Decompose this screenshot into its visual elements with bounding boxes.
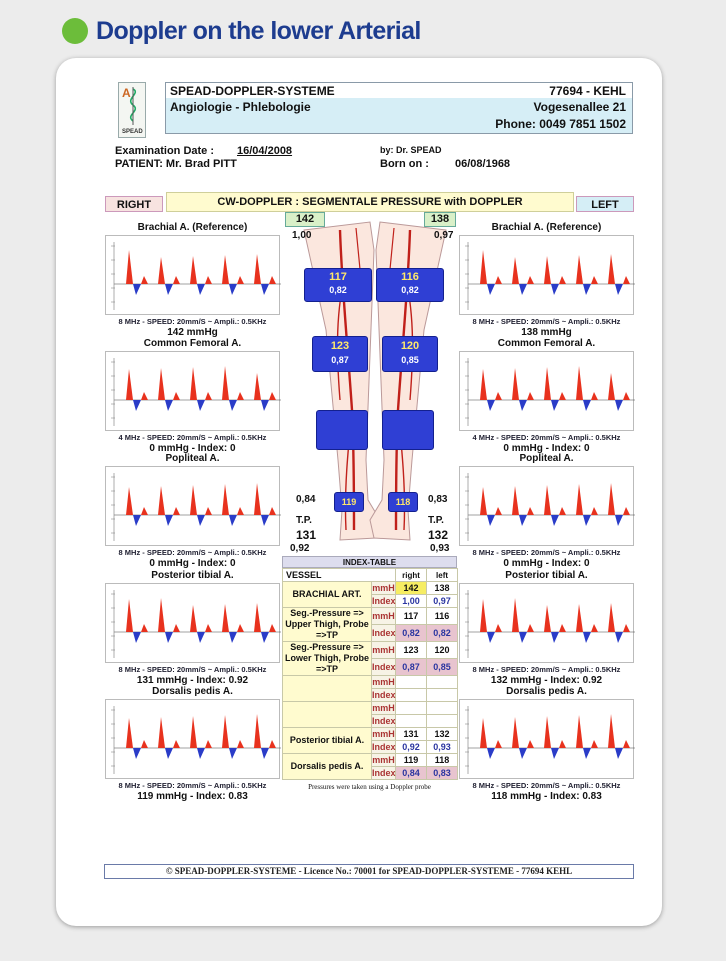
unit-mmh: mmH — [372, 642, 396, 659]
right-posterior-tibial-a-title: Posterior tibial A. — [151, 570, 234, 581]
unit-index: Index — [372, 595, 396, 606]
left-popliteal-a-result: 0 mmHg - Index: 0 — [503, 558, 590, 569]
unit-index: Index — [372, 659, 396, 676]
licence-footer: © SPEAD-DOPPLER-SYSTEME - Licence No.: 70001 for SPEAD-DOPPLER-SYSTEME - 77694 KEHL — [104, 864, 634, 879]
brachial-left-index: 0,97 — [434, 230, 454, 241]
tp-right-pressure: 131 — [296, 528, 317, 542]
right-side-label: RIGHT — [105, 196, 163, 212]
right-common-femoral-a-title: Common Femoral A. — [143, 338, 242, 349]
left-posterior-tibial-a-result: 132 mmHg - Index: 0.92 — [490, 675, 603, 686]
cell-empty — [427, 715, 458, 728]
svg-text:A: A — [122, 86, 131, 100]
unit-index: Index — [372, 767, 396, 778]
cell: 123 — [396, 642, 427, 659]
brachial-left-pressure: 138 — [424, 212, 456, 227]
right-brachial-a-reference-title: Brachial A. (Reference) — [137, 222, 248, 233]
exam-date-label: Examination Date : — [115, 145, 215, 157]
row-label-empty — [283, 676, 372, 702]
left-posterior-tibial-a-waveform — [459, 583, 634, 663]
cell: 0,97 — [427, 595, 458, 608]
cuff-upper-left-value: 116 — [401, 271, 419, 283]
table-row — [283, 676, 458, 689]
cell: 0,87 — [396, 659, 427, 676]
unit-mmh: mmH — [372, 754, 395, 765]
left-side-label: LEFT — [576, 196, 634, 212]
cuff-upper-right-value: 117 — [329, 271, 347, 283]
cuff-lower-right — [312, 336, 368, 372]
cell: 1,00 — [396, 595, 427, 608]
right-popliteal-a-result: 0 mmHg - Index: 0 — [149, 558, 236, 569]
right-dorsalis-pedis-a-caption: 8 MHz - SPEED: 20mm/S ~ Ampli.: 0.5KHz — [118, 781, 267, 790]
right-dorsalis-pedis-a-waveform — [105, 699, 280, 779]
left-popliteal-a-waveform — [459, 466, 634, 546]
cuff-upper-right-index: 0,82 — [329, 285, 347, 295]
tp-label-right: T.P. — [296, 515, 312, 526]
left-common-femoral-a-result: 0 mmHg - Index: 0 — [503, 443, 590, 454]
left-common-femoral-a-waveform — [459, 351, 634, 431]
unit-mmh: mmH — [372, 608, 396, 625]
right-common-femoral-a-waveform — [105, 351, 280, 431]
right-brachial-a-reference-result: 142 mmHg — [167, 327, 218, 338]
cuff-upper-right — [304, 268, 372, 302]
city: 77694 - KEHL — [549, 84, 626, 98]
table-row — [283, 582, 458, 595]
cuff-upper-left-index: 0,82 — [401, 285, 419, 295]
cell: 0,92 — [396, 741, 427, 754]
unit-index: Index — [372, 715, 396, 726]
cuff-ankle-right-value: 119 — [341, 497, 357, 507]
left-posterior-tibial-a-caption: 8 MHz - SPEED: 20mm/S ~ Ampli.: 0.5KHz — [472, 665, 621, 674]
left-brachial-a-reference-caption: 8 MHz - SPEED: 20mm/S ~ Ampli.: 0.5KHz — [472, 317, 621, 326]
cell: 119 — [396, 754, 427, 767]
dp-index-right: 0,84 — [296, 494, 316, 505]
table-row — [283, 754, 458, 767]
brachial-right-pressure: 142 — [285, 212, 325, 227]
left-common-femoral-a-title: Common Femoral A. — [497, 338, 596, 349]
cell: 0,82 — [396, 625, 427, 642]
left-dorsalis-pedis-a-title: Dorsalis pedis A. — [506, 686, 587, 697]
tp-left-pressure: 132 — [428, 528, 449, 542]
right-dorsalis-pedis-a-result: 119 mmHg - Index: 0.83 — [137, 791, 248, 802]
right-popliteal-a-caption: 8 MHz - SPEED: 20mm/S ~ Ampli.: 0.5KHz — [118, 548, 267, 557]
cell-empty — [427, 676, 458, 689]
left-brachial-a-reference-waveform — [459, 235, 634, 315]
cell-empty — [396, 676, 427, 689]
right-brachial-a-reference-caption: 8 MHz - SPEED: 20mm/S ~ Ampli.: 0.5KHz — [118, 317, 267, 326]
unit-mmh: mmH — [372, 702, 395, 713]
tp-left-index: 0,93 — [430, 543, 450, 554]
company-name: SPEAD-DOPPLER-SYSTEME — [170, 84, 335, 98]
table-row — [283, 608, 458, 625]
cell: 132 — [427, 728, 458, 741]
logo-text: SPEAD — [122, 129, 143, 135]
left-posterior-tibial-a-title: Posterior tibial A. — [505, 570, 588, 581]
cell: 117 — [396, 608, 427, 625]
cell: 0,82 — [427, 625, 458, 642]
tp-label-left: T.P. — [428, 515, 444, 526]
street: Vogesenallee 21 — [533, 100, 626, 114]
table-row — [283, 642, 458, 659]
unit-mmh: mmH — [372, 728, 395, 739]
left-popliteal-a-title: Popliteal A. — [519, 453, 574, 464]
cuff-lower-left-index: 0,85 — [401, 355, 419, 365]
row-label-empty — [283, 702, 372, 728]
page-title: Doppler on the lower Arterial — [96, 16, 421, 45]
dp-index-left: 0,83 — [428, 494, 448, 505]
table-header-row — [283, 569, 458, 582]
green-bullet-icon — [62, 18, 88, 44]
index-table-footnote: Pressures were taken using a Doppler probe — [308, 783, 431, 791]
cell: 138 — [427, 582, 458, 595]
unit-index: Index — [372, 625, 396, 642]
right-brachial-a-reference-waveform — [105, 235, 280, 315]
cell-empty — [396, 715, 427, 728]
doctor: by: Dr. SPEAD — [380, 145, 442, 155]
cuff-lower-left-value: 120 — [400, 340, 420, 352]
cell: 120 — [427, 642, 458, 659]
cuff-lower-right-value: 123 — [330, 340, 350, 352]
report-banner: CW-DOPPLER : SEGMENTALE PRESSURE with DOPPLER — [166, 192, 574, 212]
phone: Phone: 0049 7851 1502 — [495, 117, 626, 131]
cell-empty — [396, 702, 427, 715]
right-dorsalis-pedis-a-title: Dorsalis pedis A. — [152, 686, 233, 697]
legs-illustration — [296, 210, 454, 562]
left-brachial-a-reference-title: Brachial A. (Reference) — [491, 222, 602, 233]
cuff-ankle-left — [388, 492, 418, 512]
cuff-calf-left — [382, 410, 434, 450]
cuff-ankle-left-value: 118 — [395, 497, 411, 507]
cell-empty — [396, 689, 427, 702]
cell: 118 — [427, 754, 458, 767]
legs-diagram — [296, 210, 454, 562]
row-label: BRACHIAL ART. — [283, 582, 372, 608]
cell-empty — [427, 702, 458, 715]
row-label: Seg.-Pressure => Upper Thigh, Probe =>TP — [283, 608, 372, 642]
department: Angiologie - Phlebologie — [170, 100, 311, 114]
table-row — [283, 728, 458, 741]
tp-right-index: 0,92 — [290, 543, 310, 554]
left-common-femoral-a-caption: 4 MHz - SPEED: 20mm/S ~ Ampli.: 0.5KHz — [472, 433, 621, 442]
cell: 0,83 — [427, 767, 458, 780]
row-label: Seg.-Pressure => Lower Thigh, Probe =>TP — [283, 642, 372, 676]
cell-empty — [427, 689, 458, 702]
born-date: 06/08/1968 — [455, 158, 511, 170]
col-left: left — [427, 569, 458, 582]
cell: 0,84 — [396, 767, 427, 780]
unit-mmh: mmH — [372, 582, 395, 593]
index-table — [282, 556, 457, 791]
row-label: Dorsalis pedis A. — [283, 754, 372, 780]
cuff-upper-left — [376, 268, 444, 302]
page-heading — [62, 16, 421, 46]
right-common-femoral-a-result: 0 mmHg - Index: 0 — [149, 443, 236, 454]
left-popliteal-a-caption: 8 MHz - SPEED: 20mm/S ~ Ampli.: 0.5KHz — [472, 548, 621, 557]
right-common-femoral-a-caption: 4 MHz - SPEED: 20mm/S ~ Ampli.: 0.5KHz — [118, 433, 267, 442]
cuff-calf-right — [316, 410, 368, 450]
right-popliteal-a-title: Popliteal A. — [165, 453, 220, 464]
right-posterior-tibial-a-result: 131 mmHg - Index: 0.92 — [136, 675, 249, 686]
unit-mmh: mmH — [372, 676, 395, 687]
cell: 131 — [396, 728, 427, 741]
cell: 142 — [396, 582, 427, 595]
col-right: right — [396, 569, 427, 582]
cuff-lower-left — [382, 336, 438, 372]
row-label: Posterior tibial A. — [283, 728, 372, 754]
cuff-ankle-right — [334, 492, 364, 512]
born-label: Born on : — [380, 158, 429, 170]
cell: 0,85 — [427, 659, 458, 676]
left-dorsalis-pedis-a-caption: 8 MHz - SPEED: 20mm/S ~ Ampli.: 0.5KHz — [472, 781, 621, 790]
spead-logo-icon — [118, 82, 146, 138]
left-dorsalis-pedis-a-waveform — [459, 699, 634, 779]
exam-date: 16/04/2008 — [237, 145, 293, 157]
index-table-title: INDEX-TABLE — [282, 556, 457, 568]
right-posterior-tibial-a-caption: 8 MHz - SPEED: 20mm/S ~ Ampli.: 0.5KHz — [118, 665, 267, 674]
unit-index: Index — [372, 741, 396, 752]
index-grid — [282, 568, 458, 780]
cell: 116 — [427, 608, 458, 625]
right-popliteal-a-waveform — [105, 466, 280, 546]
cell: 0,93 — [427, 741, 458, 754]
table-row — [283, 702, 458, 715]
left-brachial-a-reference-result: 138 mmHg — [521, 327, 572, 338]
right-posterior-tibial-a-waveform — [105, 583, 280, 663]
col-vessel: VESSEL — [283, 569, 396, 582]
patient-name: PATIENT: Mr. Brad PITT — [115, 158, 237, 170]
cuff-lower-right-index: 0,87 — [331, 355, 349, 365]
brachial-right-index: 1,00 — [292, 230, 312, 241]
left-dorsalis-pedis-a-result: 118 mmHg - Index: 0.83 — [491, 791, 602, 802]
letterhead — [165, 82, 633, 134]
unit-index: Index — [372, 689, 396, 700]
